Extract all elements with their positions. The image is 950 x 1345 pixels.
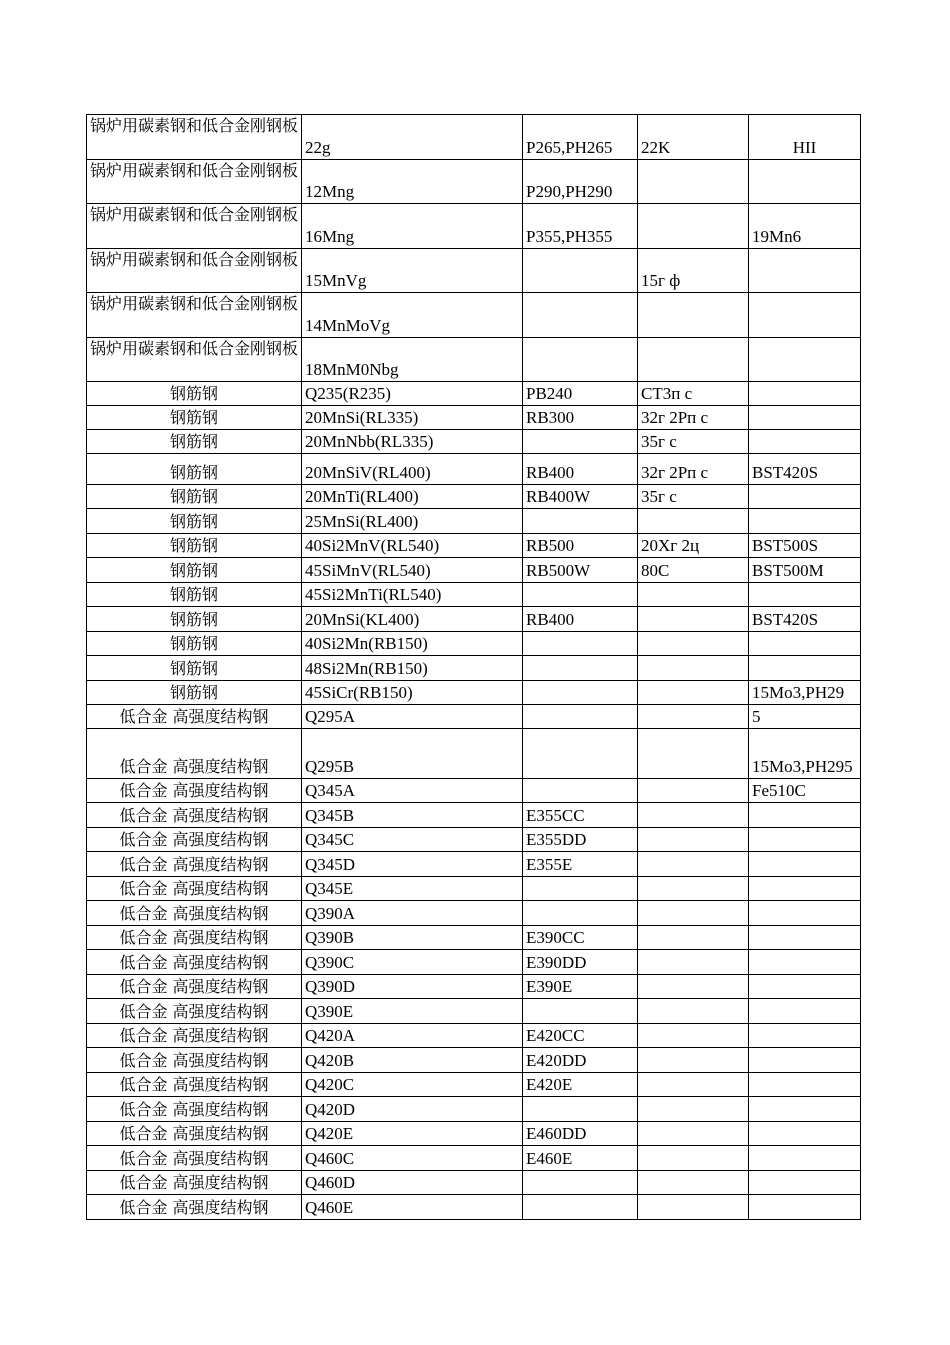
ru-grade-cell	[638, 607, 749, 632]
cn-grade-cell: 16Mng	[302, 204, 523, 249]
table-row	[87, 779, 861, 803]
cn-grade-cell: 48Si2Mn(RB150)	[302, 656, 523, 681]
ru-grade-cell	[638, 877, 749, 901]
ru-grade-cell: 20Хг 2ц	[638, 534, 749, 558]
ru-grade-cell	[638, 1146, 749, 1171]
iso-grade-cell	[523, 681, 638, 705]
ru-grade-cell	[638, 901, 749, 926]
category-cell: 钢筋钢	[87, 406, 302, 430]
ru-grade-cell	[638, 632, 749, 656]
iso-grade-cell	[523, 779, 638, 803]
cn-grade-cell: Q345B	[302, 803, 523, 828]
category-cell: 低合金 高强度结构钢	[87, 1195, 302, 1220]
category-cell: 钢筋钢	[87, 430, 302, 454]
de-grade-cell: 15Mo3,PH295	[749, 729, 861, 779]
cn-grade-cell: Q420D	[302, 1097, 523, 1122]
category-cell: 低合金 高强度结构钢	[87, 729, 302, 779]
cn-grade-cell: Q235(R235)	[302, 382, 523, 406]
category-cell: 锅炉用碳素钢和低合金刚钢板	[87, 293, 302, 338]
category-cell: 低合金 高强度结构钢	[87, 828, 302, 852]
ru-grade-cell	[638, 338, 749, 382]
de-grade-cell	[749, 999, 861, 1024]
iso-grade-cell: PB240	[523, 382, 638, 406]
category-cell: 低合金 高强度结构钢	[87, 1146, 302, 1171]
de-grade-cell	[749, 583, 861, 607]
table-row	[87, 160, 861, 204]
de-grade-cell	[749, 293, 861, 338]
ru-grade-cell	[638, 160, 749, 204]
category-cell: 钢筋钢	[87, 382, 302, 406]
de-grade-cell	[749, 828, 861, 852]
table-row	[87, 1146, 861, 1171]
de-grade-cell	[749, 249, 861, 293]
iso-grade-cell	[523, 705, 638, 729]
ru-grade-cell: 32г 2Рп с	[638, 454, 749, 485]
de-grade-cell	[749, 1024, 861, 1048]
cn-grade-cell: 45SiCr(RB150)	[302, 681, 523, 705]
ru-grade-cell	[638, 999, 749, 1024]
category-cell: 低合金 高强度结构钢	[87, 1048, 302, 1073]
de-grade-cell: HII	[749, 115, 861, 160]
de-grade-cell: 15Mo3,PH29	[749, 681, 861, 705]
de-grade-cell	[749, 485, 861, 509]
iso-grade-cell: E460DD	[523, 1122, 638, 1146]
steel-grade-table	[86, 114, 861, 1220]
cn-grade-cell: 40Si2MnV(RL540)	[302, 534, 523, 558]
category-cell: 低合金 高强度结构钢	[87, 1073, 302, 1097]
de-grade-cell	[749, 632, 861, 656]
category-cell: 锅炉用碳素钢和低合金刚钢板	[87, 160, 302, 204]
ru-grade-cell	[638, 1171, 749, 1195]
cn-grade-cell: 14MnMoVg	[302, 293, 523, 338]
cn-grade-cell: 20MnSi(RL335)	[302, 406, 523, 430]
cn-grade-cell: 40Si2Mn(RB150)	[302, 632, 523, 656]
de-grade-cell	[749, 656, 861, 681]
table-row	[87, 382, 861, 406]
iso-grade-cell	[523, 249, 638, 293]
iso-grade-cell	[523, 999, 638, 1024]
de-grade-cell	[749, 160, 861, 204]
category-cell: 钢筋钢	[87, 534, 302, 558]
table-row	[87, 509, 861, 534]
table-row	[87, 681, 861, 705]
cn-grade-cell: Q420E	[302, 1122, 523, 1146]
table-row	[87, 204, 861, 249]
table-row	[87, 583, 861, 607]
iso-grade-cell	[523, 430, 638, 454]
table-row	[87, 926, 861, 950]
iso-grade-cell: RB400W	[523, 485, 638, 509]
cn-grade-cell: Q390D	[302, 975, 523, 999]
category-cell: 低合金 高强度结构钢	[87, 1122, 302, 1146]
cn-grade-cell: Q390C	[302, 950, 523, 975]
cn-grade-cell: Q420C	[302, 1073, 523, 1097]
category-cell: 钢筋钢	[87, 607, 302, 632]
cn-grade-cell: 20MnTi(RL400)	[302, 485, 523, 509]
de-grade-cell	[749, 1122, 861, 1146]
de-grade-cell	[749, 950, 861, 975]
iso-grade-cell: E420E	[523, 1073, 638, 1097]
cn-grade-cell: 20MnSiV(RL400)	[302, 454, 523, 485]
ru-grade-cell	[638, 204, 749, 249]
category-cell: 钢筋钢	[87, 681, 302, 705]
iso-grade-cell: E390CC	[523, 926, 638, 950]
cn-grade-cell: 20MnNbb(RL335)	[302, 430, 523, 454]
ru-grade-cell	[638, 509, 749, 534]
ru-grade-cell: СТ3п с	[638, 382, 749, 406]
cn-grade-cell: Q420B	[302, 1048, 523, 1073]
iso-grade-cell: E355CC	[523, 803, 638, 828]
category-cell: 低合金 高强度结构钢	[87, 950, 302, 975]
de-grade-cell: BST420S	[749, 607, 861, 632]
iso-grade-cell: E390DD	[523, 950, 638, 975]
cn-grade-cell: Q295B	[302, 729, 523, 779]
category-cell: 低合金 高强度结构钢	[87, 999, 302, 1024]
de-grade-cell	[749, 877, 861, 901]
cn-grade-cell: 45Si2MnTi(RL540)	[302, 583, 523, 607]
de-grade-cell: BST500M	[749, 558, 861, 583]
iso-grade-cell	[523, 632, 638, 656]
cn-grade-cell: 15MnVg	[302, 249, 523, 293]
table-row	[87, 430, 861, 454]
table-body	[87, 115, 861, 1220]
ru-grade-cell	[638, 1048, 749, 1073]
ru-grade-cell	[638, 975, 749, 999]
de-grade-cell: BST420S	[749, 454, 861, 485]
category-cell: 低合金 高强度结构钢	[87, 779, 302, 803]
iso-grade-cell: E390E	[523, 975, 638, 999]
table-row	[87, 828, 861, 852]
ru-grade-cell	[638, 729, 749, 779]
cn-grade-cell: Q390E	[302, 999, 523, 1024]
category-cell: 低合金 高强度结构钢	[87, 1097, 302, 1122]
de-grade-cell: Fe510C	[749, 779, 861, 803]
cn-grade-cell: 12Mng	[302, 160, 523, 204]
table-row	[87, 1171, 861, 1195]
table-row	[87, 1024, 861, 1048]
de-grade-cell	[749, 975, 861, 999]
iso-grade-cell	[523, 509, 638, 534]
table-row	[87, 249, 861, 293]
cn-grade-cell: Q295A	[302, 705, 523, 729]
cn-grade-cell: 20MnSi(KL400)	[302, 607, 523, 632]
de-grade-cell	[749, 926, 861, 950]
de-grade-cell	[749, 406, 861, 430]
ru-grade-cell	[638, 950, 749, 975]
category-cell: 钢筋钢	[87, 583, 302, 607]
table-row	[87, 901, 861, 926]
ru-grade-cell	[638, 1195, 749, 1220]
de-grade-cell	[749, 1048, 861, 1073]
cn-grade-cell: Q460E	[302, 1195, 523, 1220]
table-row	[87, 1048, 861, 1073]
cn-grade-cell: Q345A	[302, 779, 523, 803]
de-grade-cell	[749, 803, 861, 828]
cn-grade-cell: Q460D	[302, 1171, 523, 1195]
ru-grade-cell	[638, 779, 749, 803]
de-grade-cell	[749, 382, 861, 406]
table-row	[87, 729, 861, 779]
category-cell: 低合金 高强度结构钢	[87, 1171, 302, 1195]
iso-grade-cell: E355DD	[523, 828, 638, 852]
table-row	[87, 293, 861, 338]
iso-grade-cell	[523, 901, 638, 926]
cn-grade-cell: 18MnM0Nbg	[302, 338, 523, 382]
ru-grade-cell	[638, 926, 749, 950]
table-row	[87, 454, 861, 485]
cn-grade-cell: Q345E	[302, 877, 523, 901]
ru-grade-cell	[638, 1097, 749, 1122]
de-grade-cell: 5	[749, 705, 861, 729]
table-row	[87, 607, 861, 632]
iso-grade-cell	[523, 729, 638, 779]
table-row	[87, 115, 861, 160]
iso-grade-cell: RB400	[523, 454, 638, 485]
table-row	[87, 1195, 861, 1220]
table-row	[87, 950, 861, 975]
table-row	[87, 632, 861, 656]
category-cell: 低合金 高强度结构钢	[87, 901, 302, 926]
table-row	[87, 656, 861, 681]
table-row	[87, 1097, 861, 1122]
iso-grade-cell: E420DD	[523, 1048, 638, 1073]
ru-grade-cell	[638, 656, 749, 681]
table-row	[87, 877, 861, 901]
iso-grade-cell: E420CC	[523, 1024, 638, 1048]
category-cell: 低合金 高强度结构钢	[87, 975, 302, 999]
category-cell: 低合金 高强度结构钢	[87, 1024, 302, 1048]
category-cell: 低合金 高强度结构钢	[87, 852, 302, 877]
de-grade-cell	[749, 1171, 861, 1195]
iso-grade-cell: P355,PH355	[523, 204, 638, 249]
cn-grade-cell: Q420A	[302, 1024, 523, 1048]
cn-grade-cell: 45SiMnV(RL540)	[302, 558, 523, 583]
de-grade-cell	[749, 1146, 861, 1171]
cn-grade-cell: Q390A	[302, 901, 523, 926]
iso-grade-cell: E355E	[523, 852, 638, 877]
iso-grade-cell	[523, 293, 638, 338]
iso-grade-cell: RB500	[523, 534, 638, 558]
de-grade-cell	[749, 338, 861, 382]
ru-grade-cell	[638, 1024, 749, 1048]
de-grade-cell	[749, 901, 861, 926]
iso-grade-cell	[523, 1195, 638, 1220]
cn-grade-cell: Q390B	[302, 926, 523, 950]
iso-grade-cell: P290,PH290	[523, 160, 638, 204]
de-grade-cell	[749, 1195, 861, 1220]
table-row	[87, 999, 861, 1024]
de-grade-cell: 19Mn6	[749, 204, 861, 249]
table-row	[87, 975, 861, 999]
de-grade-cell	[749, 1073, 861, 1097]
cn-grade-cell: 22g	[302, 115, 523, 160]
category-cell: 钢筋钢	[87, 656, 302, 681]
table-row	[87, 1073, 861, 1097]
iso-grade-cell: RB400	[523, 607, 638, 632]
ru-grade-cell: 35г с	[638, 485, 749, 509]
category-cell: 钢筋钢	[87, 632, 302, 656]
category-cell: 锅炉用碳素钢和低合金刚钢板	[87, 338, 302, 382]
category-cell: 钢筋钢	[87, 509, 302, 534]
iso-grade-cell	[523, 1097, 638, 1122]
ru-grade-cell	[638, 803, 749, 828]
iso-grade-cell	[523, 877, 638, 901]
cn-grade-cell: Q345D	[302, 852, 523, 877]
cn-grade-cell: Q460C	[302, 1146, 523, 1171]
de-grade-cell	[749, 509, 861, 534]
iso-grade-cell	[523, 338, 638, 382]
ru-grade-cell	[638, 828, 749, 852]
category-cell: 钢筋钢	[87, 558, 302, 583]
iso-grade-cell	[523, 1171, 638, 1195]
de-grade-cell	[749, 852, 861, 877]
category-cell: 锅炉用碳素钢和低合金刚钢板	[87, 204, 302, 249]
category-cell: 低合金 高强度结构钢	[87, 926, 302, 950]
table-row	[87, 705, 861, 729]
iso-grade-cell	[523, 656, 638, 681]
table-row	[87, 1122, 861, 1146]
table-row	[87, 338, 861, 382]
ru-grade-cell: 80C	[638, 558, 749, 583]
iso-grade-cell	[523, 583, 638, 607]
de-grade-cell	[749, 430, 861, 454]
ru-grade-cell	[638, 1073, 749, 1097]
table-row	[87, 852, 861, 877]
de-grade-cell	[749, 1097, 861, 1122]
table-row	[87, 485, 861, 509]
cn-grade-cell: 25MnSi(RL400)	[302, 509, 523, 534]
iso-grade-cell: P265,PH265	[523, 115, 638, 160]
category-cell: 低合金 高强度结构钢	[87, 877, 302, 901]
table-row	[87, 558, 861, 583]
ru-grade-cell	[638, 583, 749, 607]
ru-grade-cell	[638, 852, 749, 877]
ru-grade-cell: 32г 2Рп с	[638, 406, 749, 430]
iso-grade-cell: E460E	[523, 1146, 638, 1171]
table-row	[87, 803, 861, 828]
ru-grade-cell: 35г с	[638, 430, 749, 454]
category-cell: 锅炉用碳素钢和低合金刚钢板	[87, 115, 302, 160]
iso-grade-cell: RB500W	[523, 558, 638, 583]
ru-grade-cell	[638, 293, 749, 338]
de-grade-cell: BST500S	[749, 534, 861, 558]
ru-grade-cell: 15г ф	[638, 249, 749, 293]
category-cell: 钢筋钢	[87, 454, 302, 485]
table-row	[87, 534, 861, 558]
category-cell: 锅炉用碳素钢和低合金刚钢板	[87, 249, 302, 293]
table-row	[87, 406, 861, 430]
ru-grade-cell: 22K	[638, 115, 749, 160]
category-cell: 钢筋钢	[87, 485, 302, 509]
ru-grade-cell	[638, 1122, 749, 1146]
category-cell: 低合金 高强度结构钢	[87, 705, 302, 729]
ru-grade-cell	[638, 681, 749, 705]
iso-grade-cell: RB300	[523, 406, 638, 430]
category-cell: 低合金 高强度结构钢	[87, 803, 302, 828]
cn-grade-cell: Q345C	[302, 828, 523, 852]
ru-grade-cell	[638, 705, 749, 729]
